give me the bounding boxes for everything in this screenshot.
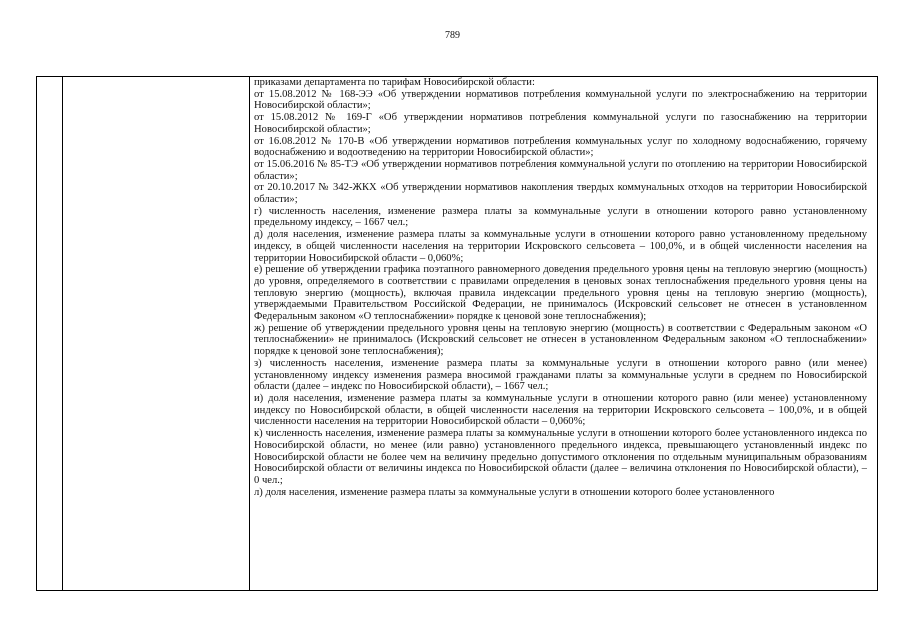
paragraph: от 15.06.2016 № 85-ТЭ «Об утверждении нормативов потребления коммунальной услуги по отоплению на территории Новосибирской области»; [254, 158, 867, 182]
paragraph: и) доля населения, изменение размера платы за коммунальные услуги в отношении которого равно (или менее) установленному индексу по Новосибирской области, в общей численности населения на территории Искровского сельсовета – 100,0%, и в общей численности населения на территории Новосибирской области – 0,060%; [254, 392, 867, 428]
paragraph: г) численность населения, изменение размера платы за коммунальные услуги в отношении которого равно установленному предельному индексу, – 1667 чел.; [254, 205, 867, 229]
document-table [36, 76, 878, 591]
paragraph: з) численность населения, изменение размера платы за коммунальные услуги в отношении которого равно (или менее) установленному индексу изменения размера вносимой гражданами платы за коммунальные услуги в среднем по Новосибирской области (далее – индекс по Новосибирской области), – 1667 чел.; [254, 357, 867, 393]
paragraph: л) доля населения, изменение размера платы за коммунальные услуги в отношении которого более установленного [254, 486, 775, 498]
paragraph: от 16.08.2012 № 170-В «Об утверждении нормативов потребления коммунальных услуг по холодному водоснабжению, горячему водоснабжению и водоотведению на территории Новосибирской области»; [254, 135, 867, 159]
page-number: 789 [445, 30, 460, 41]
table-cell-text [254, 77, 867, 590]
paragraph: приказами департамента по тарифам Новосибирской области: [254, 77, 535, 88]
paragraph: д) доля населения, изменение размера платы за коммунальные услуги в отношении которого равно установленному предельному индексу, в общей численности населения на территории Искровского сельсовета – 100,0%, и в общей численности населения на территории Новосибирской области – 0,060%; [254, 229, 867, 264]
paragraph: от 15.08.2012 № 168-ЭЭ «Об утверждении нормативов потребления коммунальной услуги по электроснабжению на территории Новосибирской области»; [254, 88, 867, 112]
paragraph: от 20.10.2017 № 342-ЖКХ «Об утверждении нормативов накопления твердых коммунальных отходов на территории Новосибирской области»; [254, 182, 867, 206]
table-column-name [63, 77, 250, 590]
table-column-number [37, 77, 63, 590]
paragraph: ж) решение об утверждении предельного уровня цены на тепловую энергию (мощность) в соответствии с Федеральным законом «О теплоснабжении» не принималось (Искровский сельсовет не отнесен в установленном Федеральным законом «О теплоснабжении» порядке к ценовой зоне теплоснабжения); [254, 322, 867, 358]
paragraph: е) решение об утверждении графика поэтапного равномерного доведения предельного уровня цены на тепловую энергию (мощность) до уровня, определяемого в соответствии с правилами определения в ценовых зонах теплоснабжения предельного уровня цены на тепловую энергию (мощность), включая правила индексации предельного уровня цены на тепловую энергию (мощность), утверждаемыми Правительством Российской Федерации, не принималось (Искровский сельсовет не отнесен в установленном Федеральным законом «О теплоснабжении» порядке к ценовой зоне теплоснабжения); [254, 264, 867, 323]
paragraph: от 15.08.2012 № 169-Г «Об утверждении нормативов потребления коммунальной услуги по газоснабжению на территории Новосибирской области»; [254, 112, 867, 135]
paragraph: к) численность населения, изменение размера платы за коммунальные услуги в отношении которого более установленного индекса по Новосибирской области, но менее (или равно) установленного предельного индекса, превышающего установленный индекс по Новосибирской области не более чем на величину предельно допустимого отклонения по отдельным муниципальным образованиям Новосибирской области от величины индекса по Новосибирской области (далее – величина отклонения по Новосибирской области), – 0 чел.; [254, 428, 867, 486]
